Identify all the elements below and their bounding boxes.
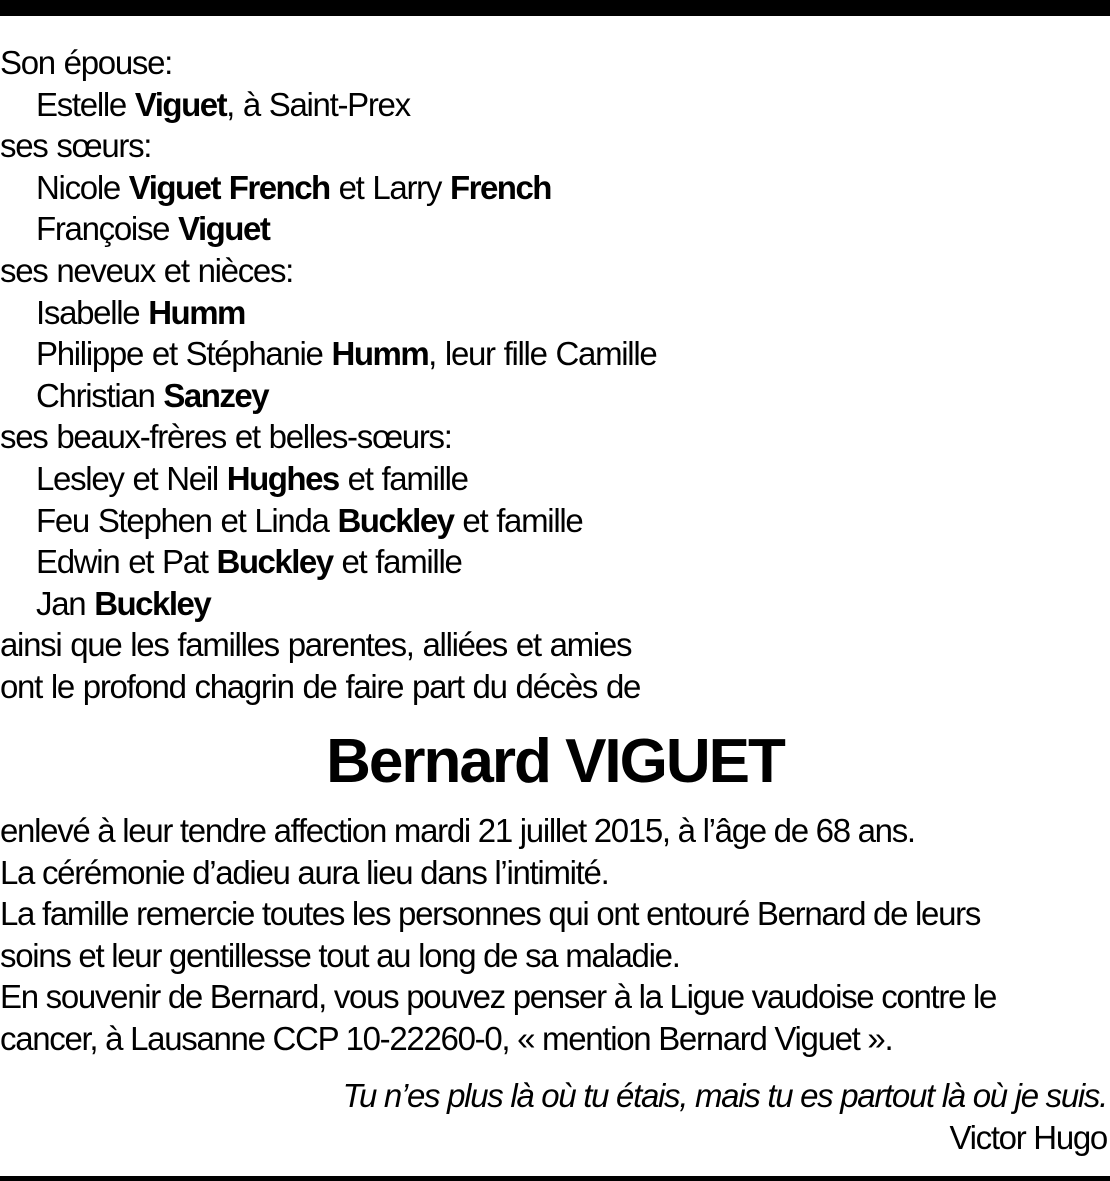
spouse-entry: Estelle Viguet, à Saint-Prex [36,85,410,123]
sister-entry: Françoise Viguet [36,210,270,248]
inlaws-heading: ses beaux-frères et belles-sœurs: [0,418,452,456]
family-list [0,42,1110,708]
details-line: La famille remercie toutes les personnes qui ont entouré Bernard de leurs [0,895,981,933]
bottom-rule [0,1176,1110,1181]
announcement-details [0,810,1110,1060]
nephew-entry: Isabelle Humm [36,293,245,331]
quote-text: Tu n’es plus là où tu étais, mais tu es partout là où je suis. [342,1077,1107,1114]
details-line: soins et leur gentillesse tout au long de sa maladie. [0,936,680,974]
top-rule [0,0,1110,16]
closing-line: ainsi que les familles parentes, alliées et amies [0,626,632,664]
nephews-heading: ses neveux et nièces: [0,251,294,289]
closing-line: ont le profond chagrin de faire part du décès de [0,667,641,705]
inlaw-entry: Edwin et Pat Buckley et famille [36,543,462,581]
inlaw-entry: Lesley et Neil Hughes et famille [36,459,468,497]
nephew-entry: Philippe et Stéphanie Humm, leur fille Camille [36,335,657,373]
details-line: cancer, à Lausanne CCP 10-22260-0, « mention Bernard Viguet ». [0,1019,893,1057]
spouse-last-name: Viguet [134,85,227,123]
spouse-heading: Son épouse: [0,44,173,81]
sister-entry: Nicole Viguet French et Larry French [36,168,551,206]
inlaw-entry: Feu Stephen et Linda Buckley et famille [36,501,583,539]
deceased-name: Bernard VIGUET [326,727,784,796]
sisters-heading: ses sœurs: [0,127,152,165]
details-line: enlevé à leur tendre affection mardi 21 juillet 2015, à l’âge de 68 ans. [0,812,915,849]
details-line: La cérémonie d’adieu aura lieu dans l’intimité. [0,853,609,891]
inlaw-entry: Jan Buckley [36,584,211,622]
nephew-entry: Christian Sanzey [36,376,269,414]
quote-author: Victor Hugo [949,1119,1107,1156]
details-line: En souvenir de Bernard, vous pouvez penser à la Ligue vaudoise contre le [0,978,997,1016]
